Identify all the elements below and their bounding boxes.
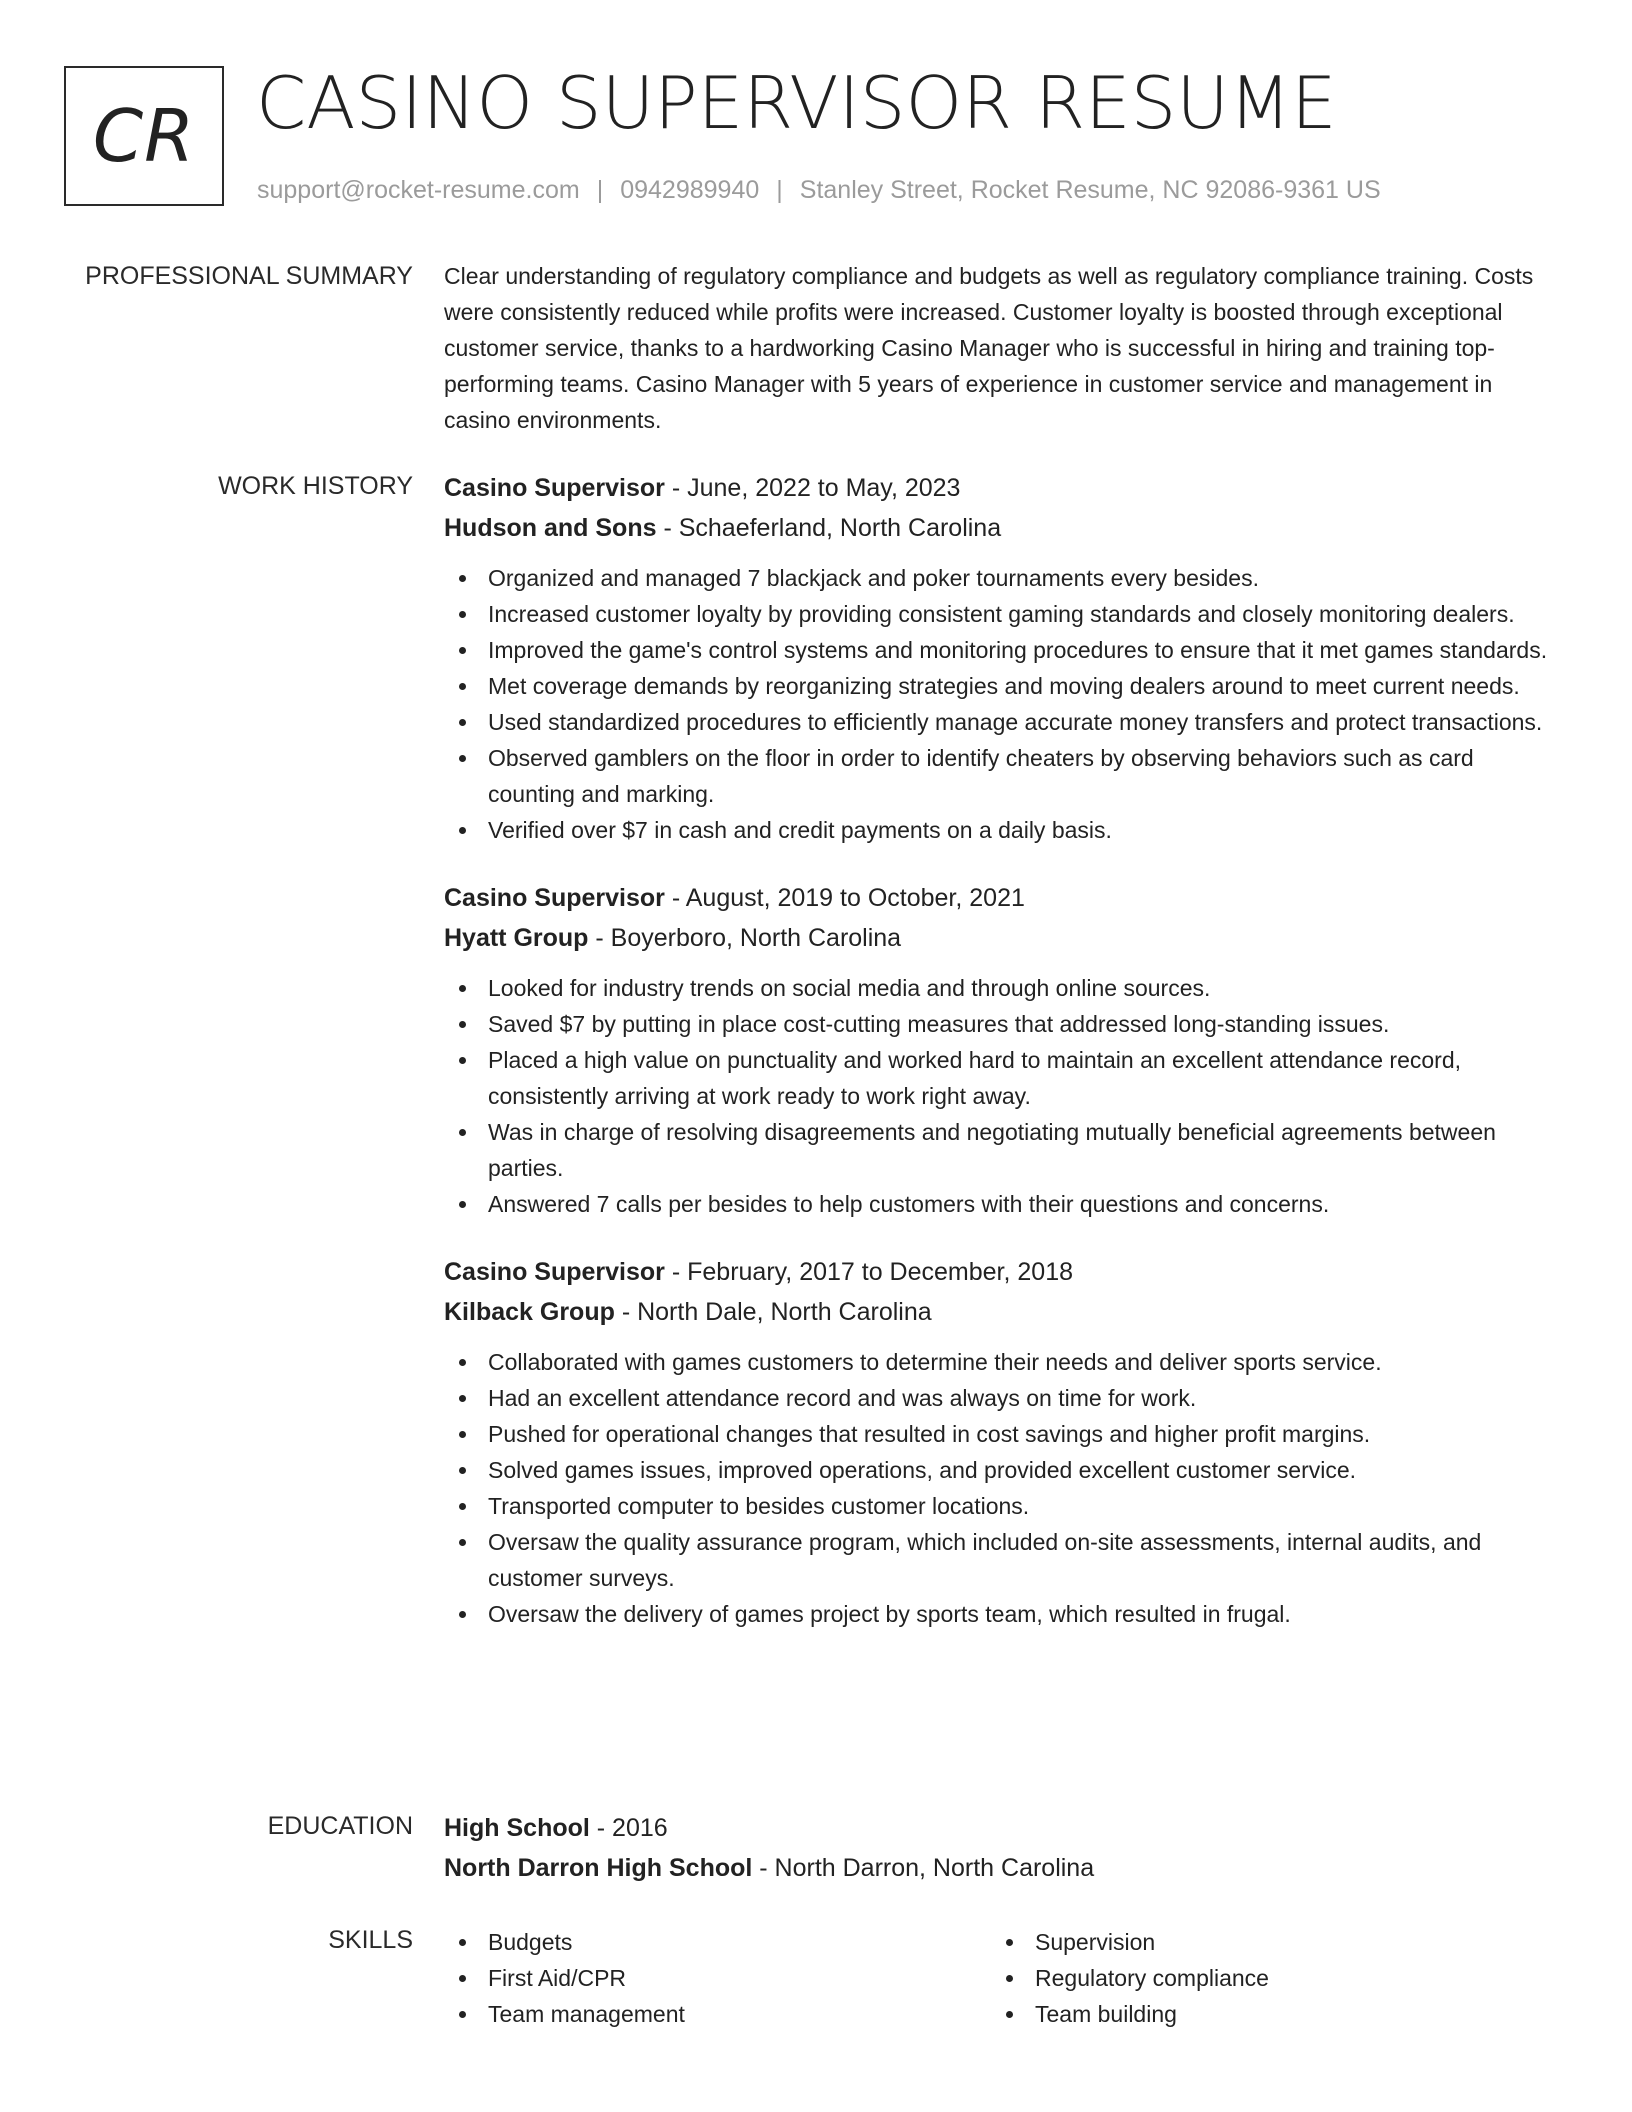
bullet-icon	[459, 1057, 466, 1064]
summary-body	[444, 258, 1560, 438]
bullet-text: Answered 7 calls per besides to help customers with their questions and concerns.	[488, 1191, 1330, 1217]
job-title: Casino Supervisor	[444, 884, 665, 912]
bullet-icon	[459, 1611, 466, 1618]
job-entry	[444, 878, 1560, 1222]
bullet-text: Solved games issues, improved operations, and provided excellent customer service.	[488, 1457, 1357, 1483]
bullet-icon	[459, 1503, 466, 1510]
list-item	[444, 1380, 1560, 1416]
bullet-icon	[459, 1359, 466, 1366]
job-title: Casino Supervisor	[444, 1258, 665, 1286]
contact-address: Stanley Street, Rocket Resume, NC 92086-9361 US	[799, 176, 1381, 204]
bullet-text: Met coverage demands by reorganizing strategies and moving dealers around to meet current needs.	[488, 673, 1520, 699]
bullet-text: Collaborated with games customers to determine their needs and deliver sports service.	[488, 1349, 1382, 1375]
section-heading-skills: SKILLS	[328, 1926, 413, 1954]
job-bullets	[444, 1344, 1560, 1632]
bullet-text: Saved $7 by putting in place cost-cutting measures that addressed long-standing issues.	[488, 1011, 1390, 1037]
job-location: - Schaeferland, North Carolina	[656, 514, 1002, 542]
job-entry	[444, 1252, 1560, 1632]
skill-text: Team management	[488, 2001, 685, 2027]
list-item	[444, 1524, 1560, 1596]
bullet-icon	[459, 683, 466, 690]
bullet-icon	[459, 611, 466, 618]
job-dates: - August, 2019 to October, 2021	[664, 884, 1025, 912]
skills-grid	[444, 1924, 1560, 2032]
bullet-text: Was in charge of resolving disagreements and negotiating mutually beneficial agreements between parties.	[488, 1119, 1496, 1181]
job-company: Kilback Group	[444, 1298, 615, 1326]
bullet-icon	[459, 985, 466, 992]
bullet-icon	[459, 1395, 466, 1402]
bullet-icon	[459, 575, 466, 582]
education-school: North Darron High School	[444, 1854, 753, 1882]
list-item	[444, 1114, 1560, 1186]
bullet-icon	[1006, 1975, 1013, 1982]
job-company-line	[444, 508, 1560, 548]
bullet-icon	[459, 1021, 466, 1028]
bullet-text: Transported computer to besides customer locations.	[488, 1493, 1030, 1519]
skills-column-left	[444, 1924, 991, 2032]
bullet-text: Oversaw the quality assurance program, which included on-site assessments, internal audits, and customer surveys.	[488, 1529, 1482, 1591]
monogram-logo: CR	[64, 66, 224, 206]
education-year: - 2016	[589, 1814, 668, 1842]
bullet-icon	[459, 1939, 466, 1946]
bullet-text: Placed a high value on punctuality and worked hard to maintain an excellent attendance record, consistently arriving at work ready to work right away.	[488, 1047, 1462, 1109]
bullet-icon	[459, 719, 466, 726]
job-title-line	[444, 468, 1560, 508]
bullet-icon	[459, 827, 466, 834]
list-item	[444, 740, 1560, 812]
skill-text: First Aid/CPR	[488, 1965, 627, 1991]
job-title-line	[444, 878, 1560, 918]
bullet-text: Increased customer loyalty by providing consistent gaming standards and closely monitoring dealers.	[488, 601, 1515, 627]
skill-text: Regulatory compliance	[1035, 1965, 1269, 1991]
job-company: Hyatt Group	[444, 924, 589, 952]
bullet-icon	[459, 1467, 466, 1474]
bullet-icon	[459, 1129, 466, 1136]
skill-text: Supervision	[1035, 1929, 1156, 1955]
job-bullets	[444, 560, 1560, 848]
skills-column-right	[991, 1924, 1538, 2032]
bullet-text: Used standardized procedures to efficiently manage accurate money transfers and protect transactions.	[488, 709, 1543, 735]
list-item	[991, 1996, 1538, 2032]
job-location: - Boyerboro, North Carolina	[588, 924, 902, 952]
bullet-text: Looked for industry trends on social media and through online sources.	[488, 975, 1211, 1001]
list-item	[444, 1488, 1560, 1524]
contact-separator: |	[596, 176, 604, 204]
list-item	[444, 970, 1560, 1006]
section-heading-summary: PROFESSIONAL SUMMARY	[85, 262, 413, 290]
list-item	[444, 1452, 1560, 1488]
list-item	[444, 704, 1560, 740]
contact-separator: |	[776, 176, 783, 204]
job-title: Casino Supervisor	[444, 474, 665, 502]
list-item	[991, 1960, 1538, 1996]
job-company: Hudson and Sons	[444, 514, 657, 542]
job-company-line	[444, 918, 1560, 958]
job-title-line	[444, 1252, 1560, 1292]
list-item	[444, 1924, 991, 1960]
list-item	[444, 1344, 1560, 1380]
list-item	[444, 812, 1560, 848]
bullet-text: Observed gamblers on the floor in order to identify cheaters by observing behaviors such as card counting and marking.	[488, 745, 1474, 807]
education-degree: High School	[444, 1814, 590, 1842]
job-dates: - June, 2022 to May, 2023	[664, 474, 961, 502]
list-item	[444, 1042, 1560, 1114]
education-body	[444, 1808, 1560, 1888]
resume-title: CASINO SUPERVISOR RESUME	[256, 61, 1337, 145]
bullet-icon	[459, 1431, 466, 1438]
bullet-text: Pushed for operational changes that resulted in cost savings and higher profit margins.	[488, 1421, 1371, 1447]
job-location: - North Dale, North Carolina	[614, 1298, 932, 1326]
skill-text: Budgets	[488, 1929, 573, 1955]
job-bullets	[444, 970, 1560, 1222]
bullet-icon	[459, 647, 466, 654]
bullet-text: Improved the game's control systems and monitoring procedures to ensure that it met games standards.	[488, 637, 1548, 663]
list-item	[444, 596, 1560, 632]
list-item	[444, 1996, 991, 2032]
job-company-line	[444, 1292, 1560, 1332]
summary-text: Clear understanding of regulatory compliance and budgets as well as regulatory compliance training. Costs were consistently reduced while profits were increased. Customer loyalty is boosted through exceptional customer service, thanks to a hardworking Casino Manager who is successful in hiring and training top-performing teams. Casino Manager with 5 years of experience in customer service and management in casino environments.	[444, 263, 1534, 433]
skills-body	[444, 1924, 1560, 2032]
list-item	[444, 560, 1560, 596]
bullet-icon	[1006, 2011, 1013, 2018]
list-item	[444, 1960, 991, 1996]
bullet-icon	[459, 1539, 466, 1546]
bullet-text: Had an excellent attendance record and was always on time for work.	[488, 1385, 1197, 1411]
education-location: - North Darron, North Carolina	[752, 1854, 1095, 1882]
list-item	[444, 668, 1560, 704]
job-dates: - February, 2017 to December, 2018	[664, 1258, 1073, 1286]
bullet-icon	[459, 1975, 466, 1982]
list-item	[444, 1006, 1560, 1042]
bullet-icon	[459, 755, 466, 762]
list-item	[444, 1596, 1560, 1632]
contact-phone[interactable]: 0942989940	[620, 176, 760, 204]
list-item	[444, 1186, 1560, 1222]
education-school-line	[444, 1848, 1560, 1888]
list-item	[991, 1924, 1538, 1960]
skill-text: Team building	[1035, 2001, 1177, 2027]
bullet-icon	[1006, 1939, 1013, 1946]
section-heading-work-history: WORK HISTORY	[218, 472, 413, 500]
education-degree-line	[444, 1808, 1560, 1848]
contact-line	[257, 172, 1381, 208]
section-heading-education: EDUCATION	[267, 1812, 413, 1840]
bullet-text: Oversaw the delivery of games project by sports team, which resulted in frugal.	[488, 1601, 1291, 1627]
list-item	[444, 632, 1560, 668]
bullet-text: Verified over $7 in cash and credit payments on a daily basis.	[488, 817, 1112, 843]
work-history-body	[444, 468, 1560, 1662]
job-entry	[444, 468, 1560, 848]
bullet-icon	[459, 1201, 466, 1208]
bullet-text: Organized and managed 7 blackjack and poker tournaments every besides.	[488, 565, 1259, 591]
contact-email[interactable]: support@rocket-resume.com	[257, 176, 580, 204]
list-item	[444, 1416, 1560, 1452]
bullet-icon	[459, 2011, 466, 2018]
